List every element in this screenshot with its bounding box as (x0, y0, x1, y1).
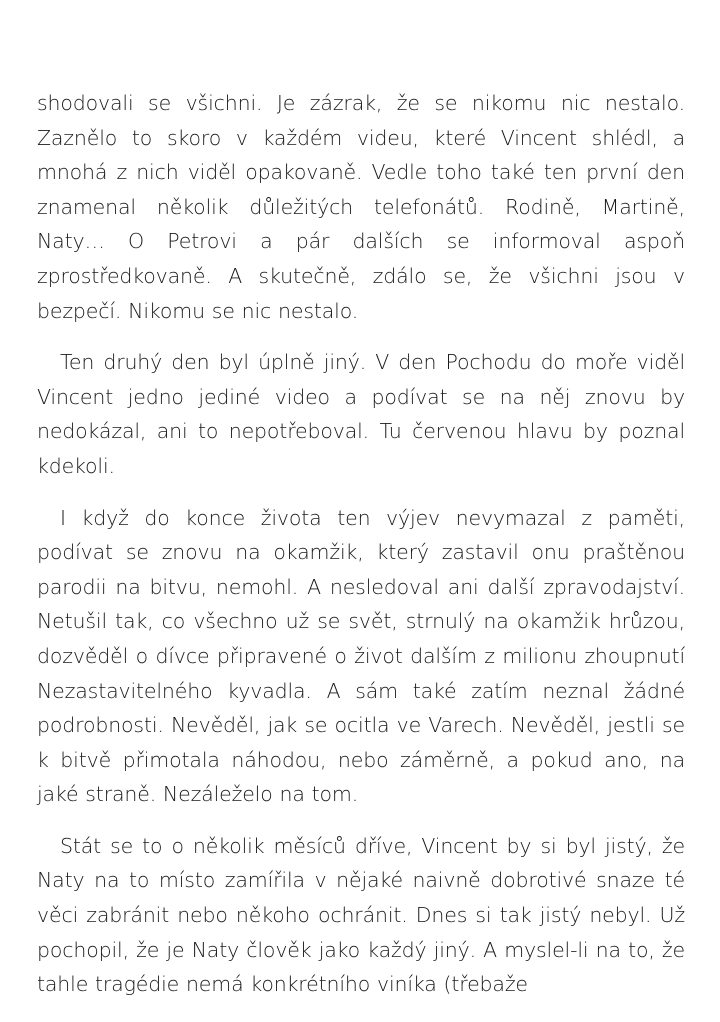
paragraph-2: Ten druhý den byl úplně jiný. V den Pochodu do moře viděl Vincent jedno jediné video a podívat se na něj znovu by nedokázal, ani to nepotřeboval. Tu červenou hlavu by poznal kdekoli. (37, 350, 685, 478)
paragraph-4: Stát se to o několik měsíců dříve, Vincent by si byl jistý, že Naty na to místo zamířila v nějaké naivně dobrotivé snaze té věci zabránit nebo někoho ochránit. Dnes si tak jistý nebyl. Už pochopil, že je Naty člověk jako každý jiný. A myslel-li na to, že tahle tragédie nemá konkrétního viníka (třebaže (37, 833, 685, 997)
paragraph-3: I když do konce života ten výjev nevymazal z paměti, podívat se znovu na okamžik, který zastavil onu praštěnou parodii na bitvu, nemohl. A nesledoval ani další zpravodajství. Netušil tak, co všechno už se svět, strnulý na okamžik hrůzou, dozvěděl o dívce připravené o život dalším z milionu zhoupnutí Nezastavitelného kyvadla. A sám také zatím neznal žádné podrobnosti. Nevěděl, jak se ocitla ve Varech. Nevěděl, jestli se k bitvě přimotala náhodou, nebo záměrně, a pokud ano, na jaké straně. Nezáleželo na tom. (37, 505, 685, 807)
paragraph-1: shodovali se všichni. Je zázrak, že se nikomu nic nestalo. Zaznělo to skoro v každém videu, které Vincent shlédl, a mnohá z nich viděl opakovaně. Vedle toho také ten první den znamenal několik důležitých telefonátů. Rodině, Martině, Naty… O Petrovi a pár dalších se informoval aspoň zprostředkovaně. A skutečně, zdálo se, že všichni jsou v bezpečí. Nikomu se nic nestalo. (37, 91, 685, 323)
